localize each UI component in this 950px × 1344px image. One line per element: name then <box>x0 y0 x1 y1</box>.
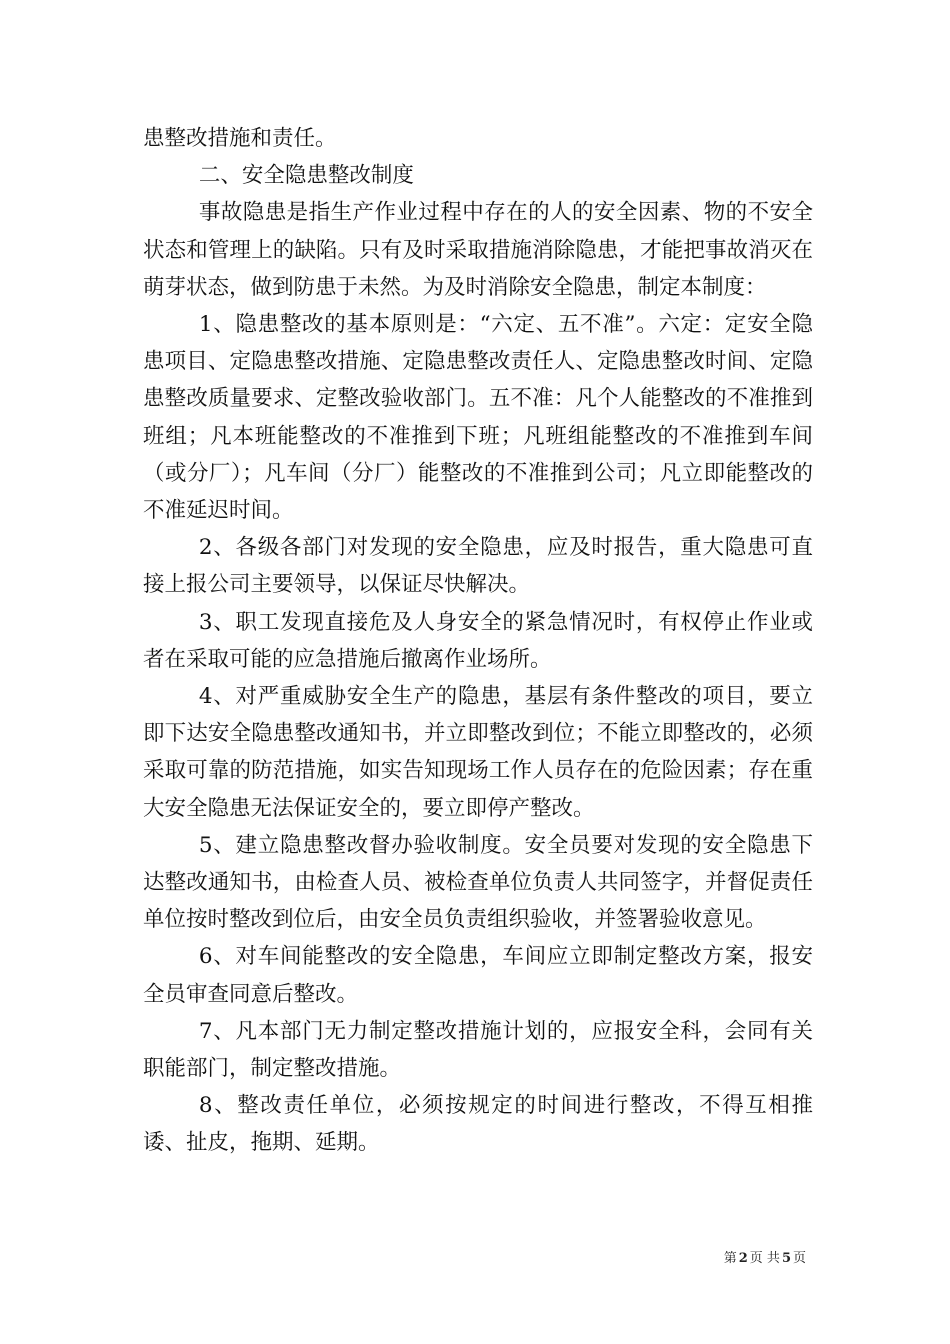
page-number-footer <box>724 1247 806 1266</box>
footer-prefix: 第 <box>723 1251 737 1266</box>
paragraph-item-6: 6、对车间能整改的安全隐患，车间应立即制定整改方案，报安全员审查同意后整改。 <box>143 944 813 1007</box>
paragraph-item-1: 1、隐患整改的基本原则是：“六定、五不准”。六定：定安全隐患项目、定隐患整改措施、定隐患整改责任人、定隐患整改时间、定隐患整改质量要求、定整改验收部门。五不准：凡个人能整改的不准推到班组；凡本班能整改的不准推到下班；凡班组能整改的不准推到车间（或分厂）；凡车间（分厂）能整改的不准推到公司；凡立即能整改的不准延迟时间。 <box>143 312 813 524</box>
footer-current-page: 2 <box>738 1251 748 1266</box>
paragraph-item-8: 8、整改责任单位，必须按规定的时间进行整改，不得互相推诿、扯皮，拖期、延期。 <box>143 1093 813 1156</box>
paragraph-intro: 事故隐患是指生产作业过程中存在的人的安全因素、物的不安全状态和管理上的缺陷。只有及时采取措施消除隐患，才能把事故消灭在萌芽状态，做到防患于未然。为及时消除安全隐患，制定本制度： <box>143 200 813 300</box>
paragraph-item-2: 2、各级各部门对发现的安全隐患，应及时报告，重大隐患可直接上报公司主要领导，以保证尽快解决。 <box>143 535 813 598</box>
paragraph-continuation: 患整改措施和责任。 <box>143 126 337 151</box>
paragraph-item-4: 4、对严重威胁安全生产的隐患，基层有条件整改的项目，要立即下达安全隐患整改通知书，并立即整改到位；不能立即整改的，必须采取可靠的防范措施，如实告知现场工作人员存在的危险因素；存在重大安全隐患无法保证安全的，要立即停产整改。 <box>143 684 813 821</box>
paragraph-item-5: 5、建立隐患整改督办验收制度。安全员要对发现的安全隐患下达整改通知书，由检查人员、被检查单位负责人共同签字，并督促责任单位按时整改到位后，由安全员负责组织验收，并签署验收意见。 <box>143 832 813 933</box>
footer-suffix: 页 <box>792 1251 806 1266</box>
section-heading: 二、安全隐患整改制度 <box>198 163 414 189</box>
paragraph-item-7: 7、凡本部门无力制定整改措施计划的，应报安全科，会同有关职能部门，制定整改措施。 <box>143 1018 813 1082</box>
footer-total-pages: 5 <box>781 1251 791 1266</box>
document-body <box>143 120 813 1162</box>
footer-middle: 页 共 <box>749 1251 780 1266</box>
paragraph-item-3: 3、职工发现直接危及人身安全的紧急情况时，有权停止作业或者在采取可能的应急措施后撤离作业场所。 <box>143 609 813 672</box>
